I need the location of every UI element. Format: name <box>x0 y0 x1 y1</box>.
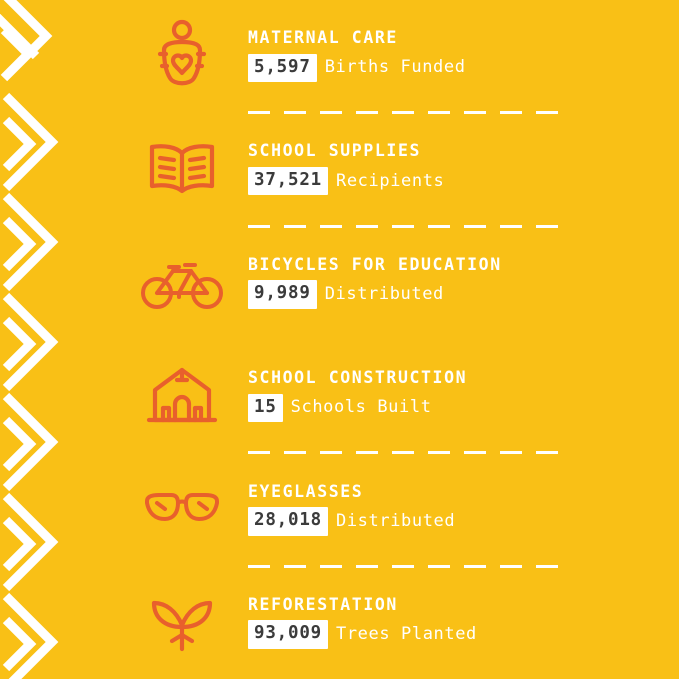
impact-row-bicycles <box>134 237 639 329</box>
row-divider <box>248 451 565 454</box>
stat-title: MATERNAL CARE <box>248 28 398 47</box>
impact-row-maternal-care <box>134 10 639 102</box>
seedling-icon <box>134 585 230 661</box>
impact-row-school-supplies <box>134 123 639 215</box>
stat-unit: Schools Built <box>290 397 432 418</box>
impact-text-reforestation <box>248 594 477 649</box>
impact-text-eyeglasses <box>248 481 456 536</box>
stat-unit: Recipients <box>336 170 445 191</box>
zigzag-chevron-pattern <box>0 0 88 679</box>
impact-row-reforestation <box>134 577 639 669</box>
stat-number: 28,018 <box>248 507 328 536</box>
stat-unit: Distributed <box>336 510 456 531</box>
stat-title: REFORESTATION <box>248 594 398 614</box>
row-divider <box>248 225 565 228</box>
impact-stats-list <box>88 0 679 679</box>
stat-title: SCHOOL CONSTRUCTION <box>248 368 468 388</box>
stat-number: 93,009 <box>248 620 328 649</box>
impact-text-school-supplies <box>248 143 444 195</box>
stat-line <box>248 620 477 649</box>
stat-unit: Births Funded <box>324 57 466 78</box>
stat-line <box>248 54 466 83</box>
stat-line <box>248 394 467 423</box>
stat-number: 15 <box>248 394 283 423</box>
bicycle-icon <box>134 245 230 321</box>
stat-number: 37,521 <box>248 167 328 196</box>
impact-row-eyeglasses <box>134 464 639 556</box>
school-building-icon <box>134 358 230 434</box>
stat-unit: Distributed <box>324 284 444 304</box>
stat-number: 9,989 <box>248 280 317 309</box>
stat-line <box>248 507 455 536</box>
impact-text-maternal-care <box>248 30 466 82</box>
stat-line <box>248 280 502 309</box>
maternal-care-icon <box>134 18 230 94</box>
stat-title: SCHOOL SUPPLIES <box>248 141 422 161</box>
impact-text-school-construction <box>248 370 467 422</box>
stat-line <box>248 167 444 196</box>
eyeglasses-icon <box>134 472 230 548</box>
open-book-icon <box>134 131 230 207</box>
stat-unit: Trees Planted <box>336 624 477 645</box>
stat-title: BICYCLES FOR EDUCATION <box>248 254 502 274</box>
stat-title: EYEGLASSES <box>248 481 364 501</box>
impact-text-bicycles <box>248 254 502 309</box>
stat-number: 5,597 <box>248 54 317 83</box>
row-divider <box>248 565 565 568</box>
impact-row-school-construction <box>134 350 639 442</box>
row-divider <box>248 111 565 114</box>
